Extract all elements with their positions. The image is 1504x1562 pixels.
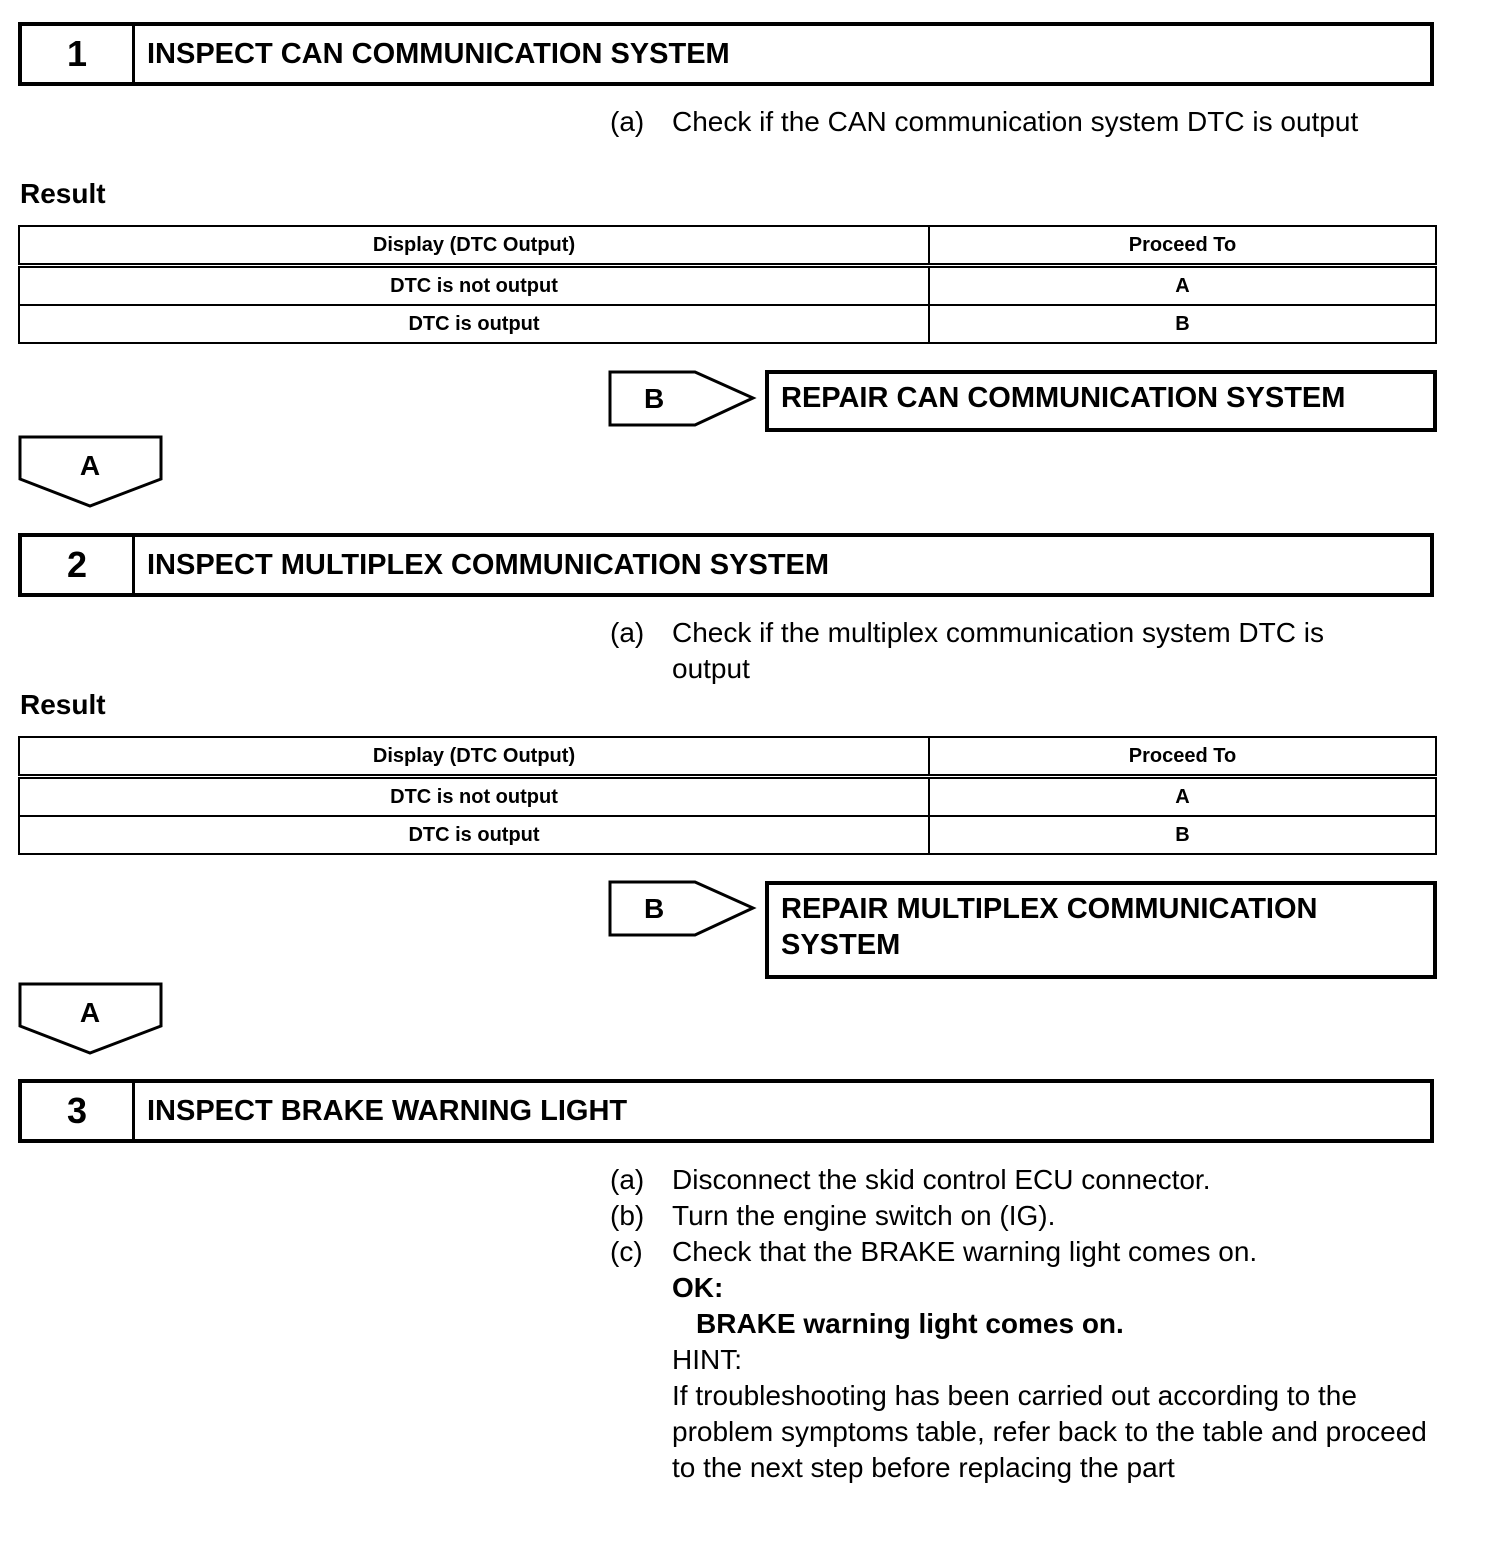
instruction-item — [610, 1162, 1430, 1198]
instruction-label: (c) — [610, 1236, 643, 1267]
branch-b-arrow-icon — [608, 880, 760, 940]
table-cell: B — [929, 305, 1436, 343]
table-cell: B — [929, 816, 1436, 854]
result-label: Result — [20, 689, 106, 720]
table-row — [19, 305, 1436, 343]
table-cell: A — [929, 777, 1436, 817]
column-header: Proceed To — [929, 226, 1436, 266]
step-2-result-table — [18, 736, 1437, 855]
step-number: 2 — [22, 537, 135, 593]
table-cell: DTC is not output — [19, 266, 929, 306]
ok-text: BRAKE warning light comes on. — [696, 1308, 1124, 1339]
step-number: 3 — [22, 1083, 135, 1139]
instruction-label: (a) — [610, 1164, 645, 1195]
step-3-header — [18, 1079, 1434, 1143]
branch-label: B — [644, 383, 665, 414]
repair-can-box — [765, 370, 1437, 432]
column-header: Display (DTC Output) — [19, 226, 929, 266]
proceed-label: A — [79, 450, 101, 481]
table-row — [19, 777, 1436, 817]
instruction-label: (b) — [610, 1200, 645, 1231]
instruction-text: Check if the multiplex communication system DTC is output — [672, 617, 1324, 684]
table-cell: DTC is output — [19, 816, 929, 854]
table-row — [19, 266, 1436, 306]
step-title: INSPECT BRAKE WARNING LIGHT — [147, 1094, 628, 1127]
instruction-item — [610, 1234, 1430, 1270]
table-header-row — [19, 226, 1436, 266]
table-row — [19, 816, 1436, 854]
repair-multiplex-box — [765, 881, 1437, 979]
hint-text: If troubleshooting has been carried out according to the problem symptoms table, refer back to the table and proceed to the next step before replacing the part — [672, 1380, 1427, 1483]
table-cell: A — [929, 266, 1436, 306]
instruction-text: Check if the CAN communication system DTC is output — [672, 106, 1359, 137]
proceed-a-arrow-icon — [18, 982, 166, 1058]
step-1-header — [18, 22, 1434, 86]
proceed-a-arrow-icon — [18, 435, 166, 511]
column-header: Display (DTC Output) — [19, 737, 929, 777]
step-1-result-table — [18, 225, 1437, 344]
step-3-instructions — [610, 1162, 1430, 1486]
ok-label: OK: — [672, 1272, 724, 1303]
repair-text: REPAIR MULTIPLEX COMMUNICATION SYSTEM — [781, 893, 1318, 961]
instruction-label: (a) — [610, 106, 645, 137]
instruction-text: Turn the engine switch on (IG). — [672, 1200, 1056, 1231]
step-1-instructions — [610, 104, 1430, 140]
instruction-text: Disconnect the skid control ECU connector. — [672, 1164, 1211, 1195]
step-number: 1 — [22, 26, 135, 82]
repair-text: REPAIR CAN COMMUNICATION SYSTEM — [781, 382, 1346, 414]
step-2-header — [18, 533, 1434, 597]
step-title: INSPECT MULTIPLEX COMMUNICATION SYSTEM — [147, 548, 830, 581]
branch-label: B — [644, 893, 665, 924]
instruction-text: Check that the BRAKE warning light comes on. — [672, 1236, 1258, 1267]
table-cell: DTC is output — [19, 305, 929, 343]
column-header: Proceed To — [929, 737, 1436, 777]
instruction-label: (a) — [610, 617, 645, 648]
table-header-row — [19, 737, 1436, 777]
table-cell: DTC is not output — [19, 777, 929, 817]
step-2-instructions — [610, 615, 1400, 687]
step-title: INSPECT CAN COMMUNICATION SYSTEM — [147, 37, 730, 70]
proceed-label: A — [79, 997, 101, 1028]
instruction-item — [610, 1198, 1430, 1234]
result-label: Result — [20, 178, 106, 209]
branch-b-arrow-icon — [608, 370, 760, 430]
hint-label: HINT: — [672, 1344, 742, 1375]
